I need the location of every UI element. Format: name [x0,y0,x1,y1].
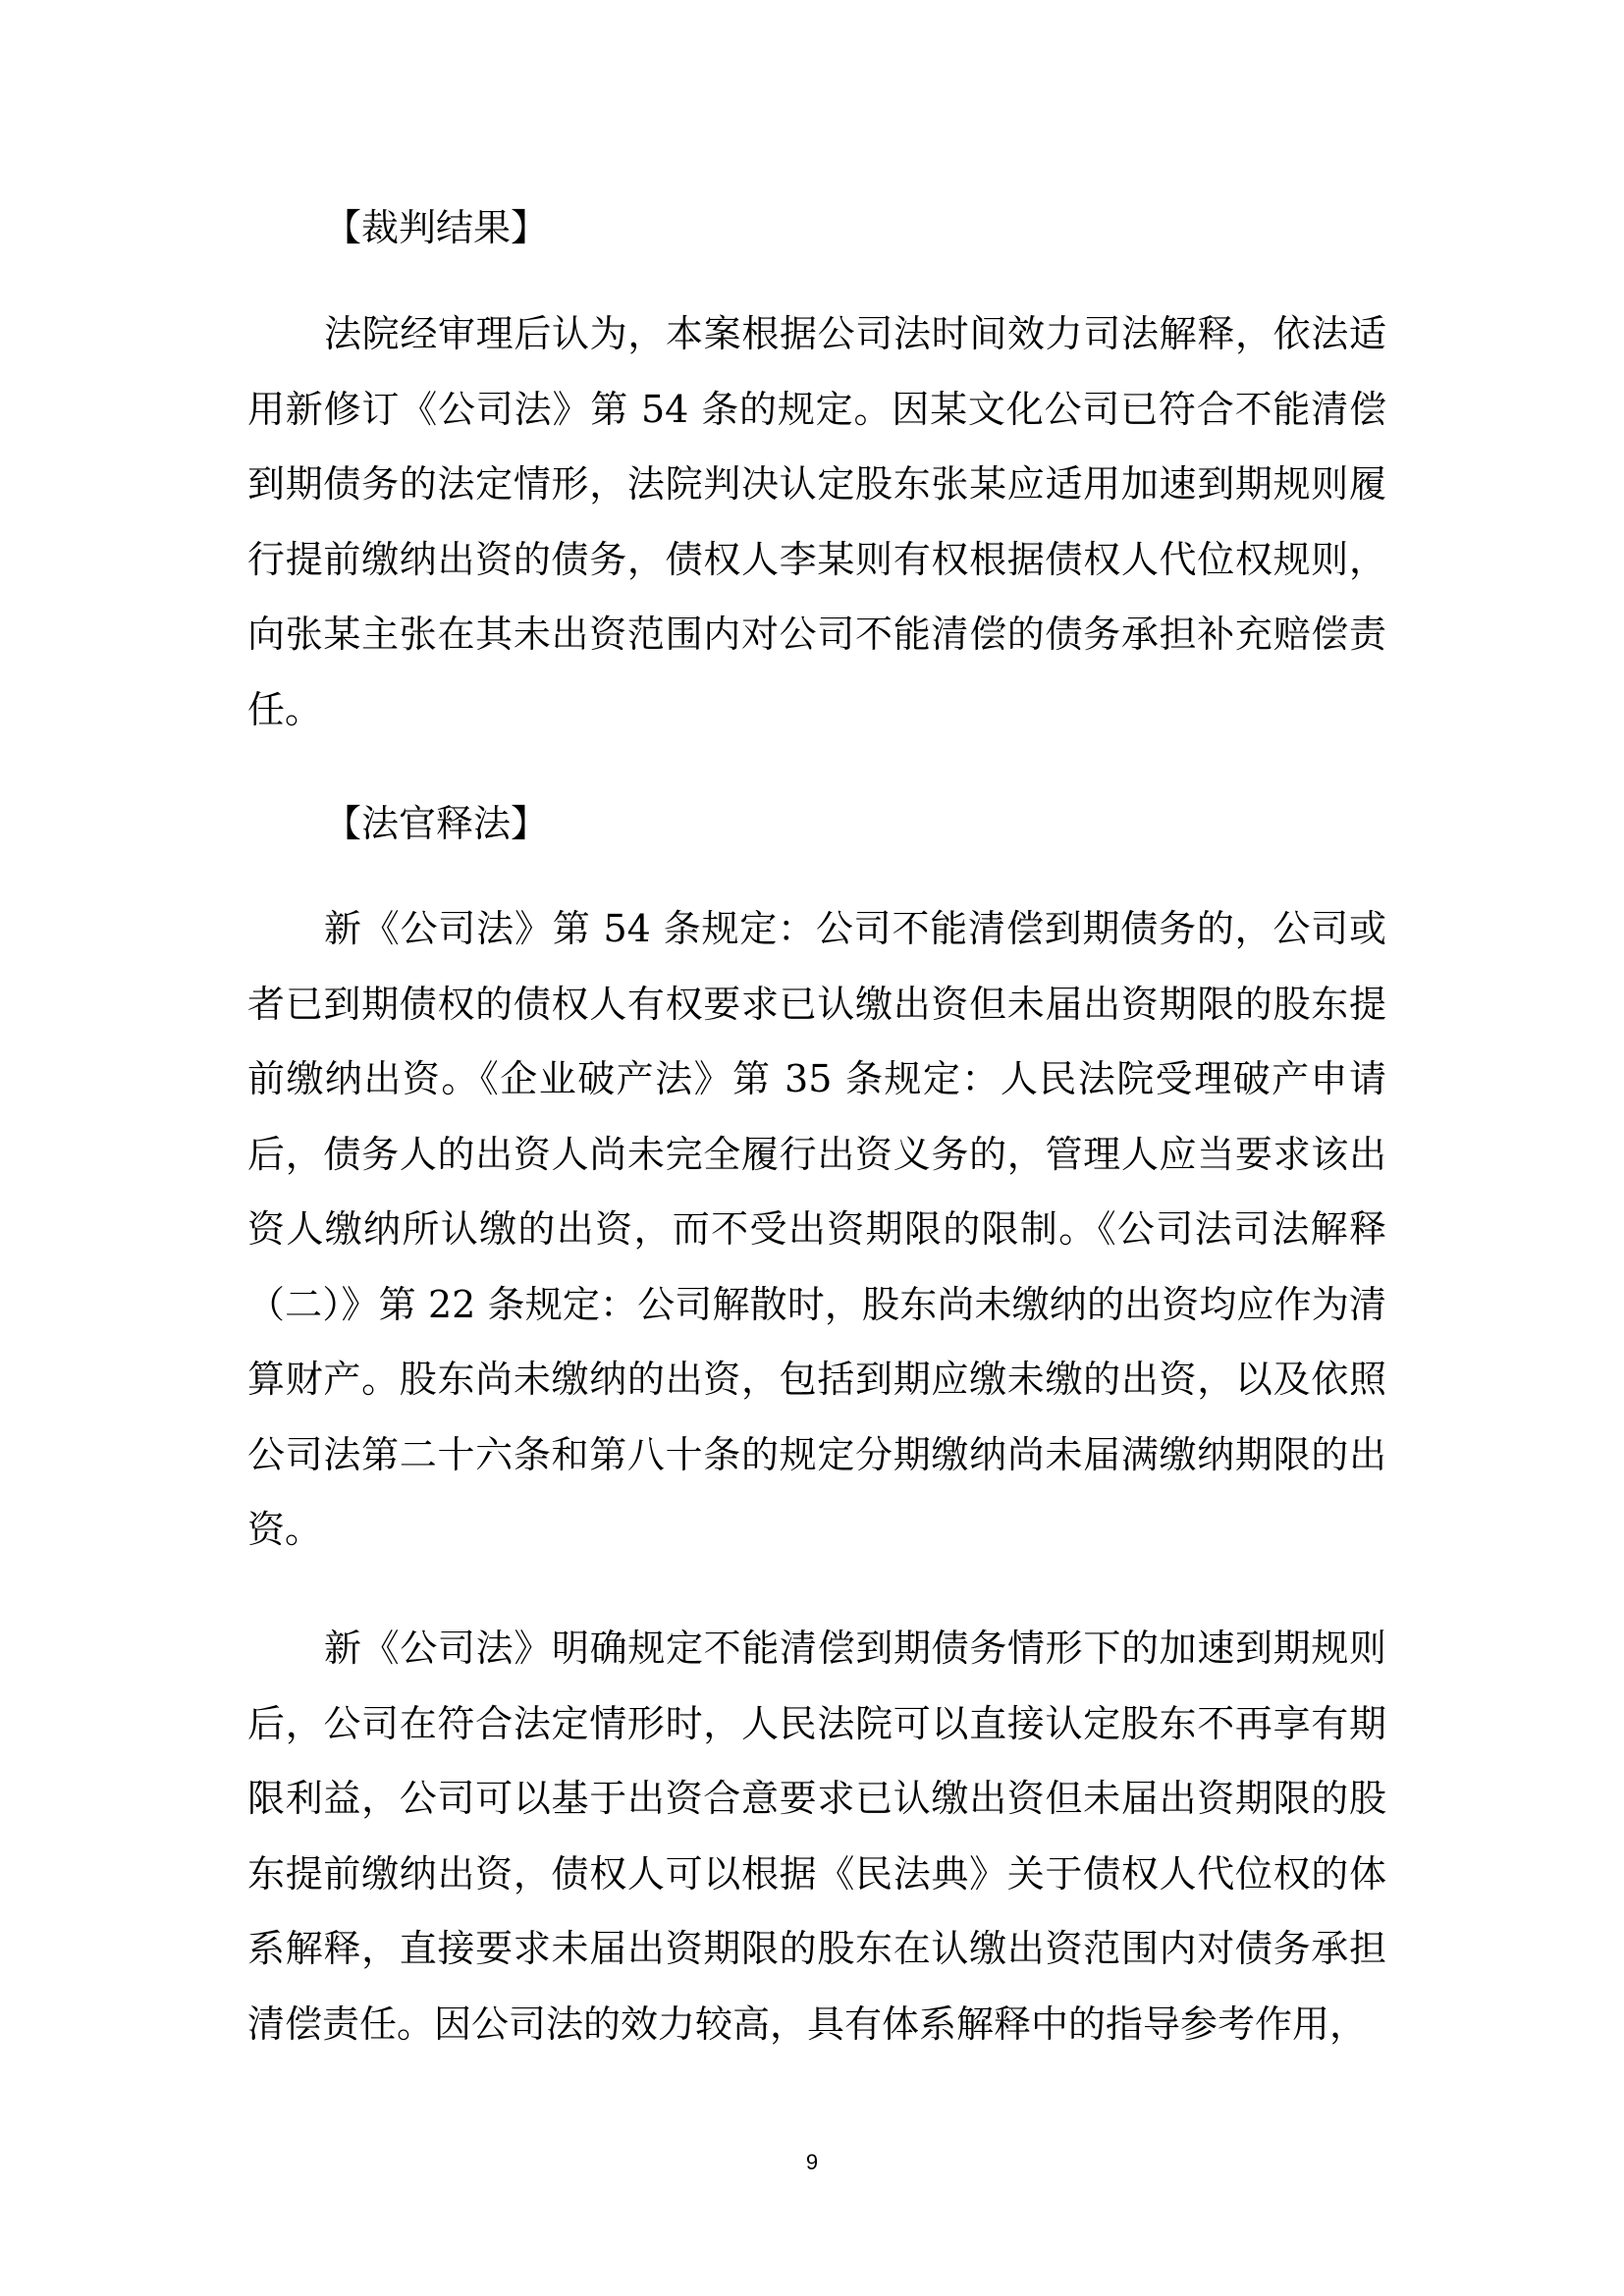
paragraph-legal-provisions: 新《公司法》第 54 条规定：公司不能清偿到期债务的，公司或者已到期债权的债权人有权要求已认缴出资但未届出资期限的股东提前缴纳出资。《企业破产法》第 35 条规定：人民法院受理破产申请后，债务人的出资人尚未完全履行出资义务的，管理人应当要求该出资人缴纳所认缴的出资，而不受出资期限的限制。《公司法司法解释（二）》第 22 条规定：公司解散时，股东尚未缴纳的出资均应作为清算财产。股东尚未缴纳的出资，包括到期应缴未缴的出资，以及依照公司法第二十六条和第八十条的规定分期缴纳尚未届满缴纳期限的出资。 [247,907,1386,1551]
paragraph-acceleration-rule: 新《公司法》明确规定不能清偿到期债务情形下的加速到期规则后，公司在符合法定情形时，人民法院可以直接认定股东不再享有期限利益，公司可以基于出资合意要求已认缴出资但未届出资期限的股东提前缴纳出资，债权人可以根据《民法典》关于债权人代位权的体系解释，直接要求未届出资期限的股东在认缴出资范围内对债务承担清偿责任。因公司法的效力较高，具有体系解释中的指导参考作用， [247,1627,1386,2046]
paragraph-judgment-result: 法院经审理后认为，本案根据公司法时间效力司法解释，依法适用新修订《公司法》第 54 条的规定。因某文化公司已符合不能清偿到期债务的法定情形，法院判决认定股东张某应适用加速到期规则履行提前缴纳出资的债务，债权人李某则有权根据债权人代位权规则，向张某主张在其未出资范围内对公司不能清偿的债务承担补充赔偿责任。 [247,312,1386,731]
page-number: 9 [805,2150,819,2174]
section-heading-judgment-result: 【裁判结果】 [324,206,549,249]
section-heading-judge-explanation: 【法官释法】 [324,802,549,845]
